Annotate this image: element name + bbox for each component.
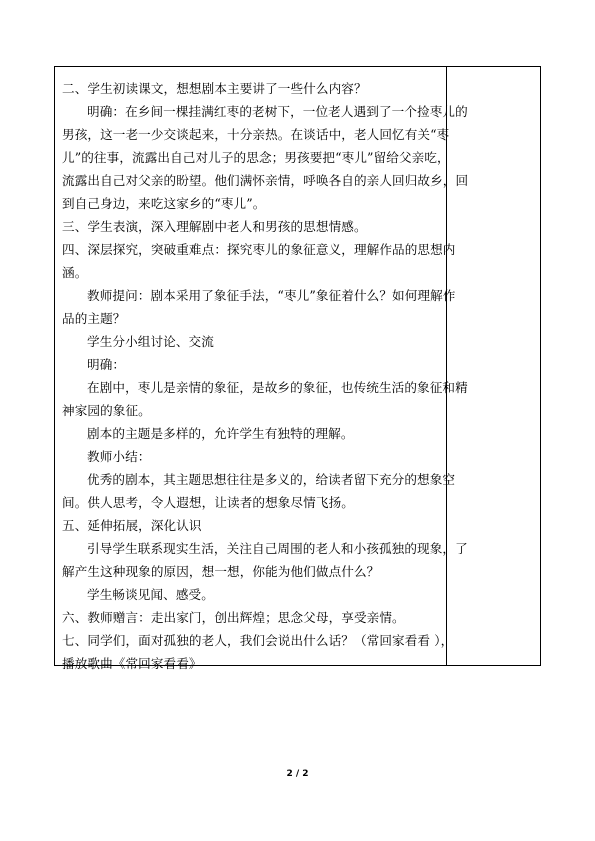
text-line: 教师小结：	[87, 449, 151, 464]
lesson-content-cell	[55, 67, 469, 671]
text-line: 品的主题？	[62, 311, 126, 326]
page-number: 2 / 2	[286, 769, 309, 779]
text-line: 在剧中，枣儿是亲情的象征，是故乡的象征，也传统生活的象征和精	[87, 380, 468, 395]
text-line: 学生分小组讨论、交流	[87, 334, 214, 349]
text-line: 播放歌曲《常回家看看》	[62, 656, 202, 671]
text-line: 二、学生初读课文，想想剧本主要讲了一些什么内容？	[62, 81, 367, 96]
text-line: 六、教师赠言：走出家门，创出辉煌；思念父母，享受亲情。	[62, 610, 405, 625]
text-line: 到自己身边，来吃这家乡的“枣儿”。	[62, 196, 266, 211]
text-line: 儿”的往事，流露出自己对儿子的思念；男孩要把“枣儿”留给父亲吃，	[62, 150, 450, 165]
text-line: 解产生这种现象的原因，想一想，你能为他们做点什么？	[62, 564, 380, 579]
text-line: 男孩，这一老一少交谈起来，十分亲热。在谈话中，老人回忆有关“枣	[62, 127, 450, 142]
text-line: 明确：在乡间一棵挂满红枣的老树下，一位老人遇到了一个捡枣儿的	[87, 104, 468, 119]
text-line: 明确：	[87, 357, 126, 372]
lesson-table	[54, 66, 541, 671]
text-line: 流露出自己对父亲的盼望。他们满怀亲情，呼唤各自的亲人回归故乡，回	[62, 173, 469, 188]
text-line: 神家园的象征。	[62, 403, 151, 418]
text-line: 剧本的主题是多样的，允许学生有独特的理解。	[87, 426, 354, 441]
notes-cell	[447, 67, 540, 665]
text-line: 教师提问：剧本采用了象征手法，“枣儿”象征着什么？如何理解作	[87, 288, 456, 303]
text-line: 七、同学们，面对孤独的老人，我们会说出什么话？（常回家看看 ），	[62, 633, 454, 648]
text-line: 学生畅谈见闻、感受。	[87, 587, 214, 602]
text-line: 涵。	[62, 265, 88, 280]
text-line: 引导学生联系现实生活，关注自己周围的老人和小孩孤独的现象，了	[87, 541, 468, 556]
text-line: 五、延伸拓展，深化认识	[62, 518, 202, 533]
text-line: 三、学生表演，深入理解剧中老人和男孩的思想情感。	[62, 219, 367, 234]
text-line: 间。供人思考，令人遐想，让读者的想象尽情飞扬。	[62, 495, 354, 510]
text-line: 优秀的剧本，其主题思想往往是多义的，给读者留下充分的想象空	[87, 472, 456, 487]
text-line: 四、深层探究，突破重难点：探究枣儿的象征意义，理解作品的思想内	[62, 242, 456, 257]
